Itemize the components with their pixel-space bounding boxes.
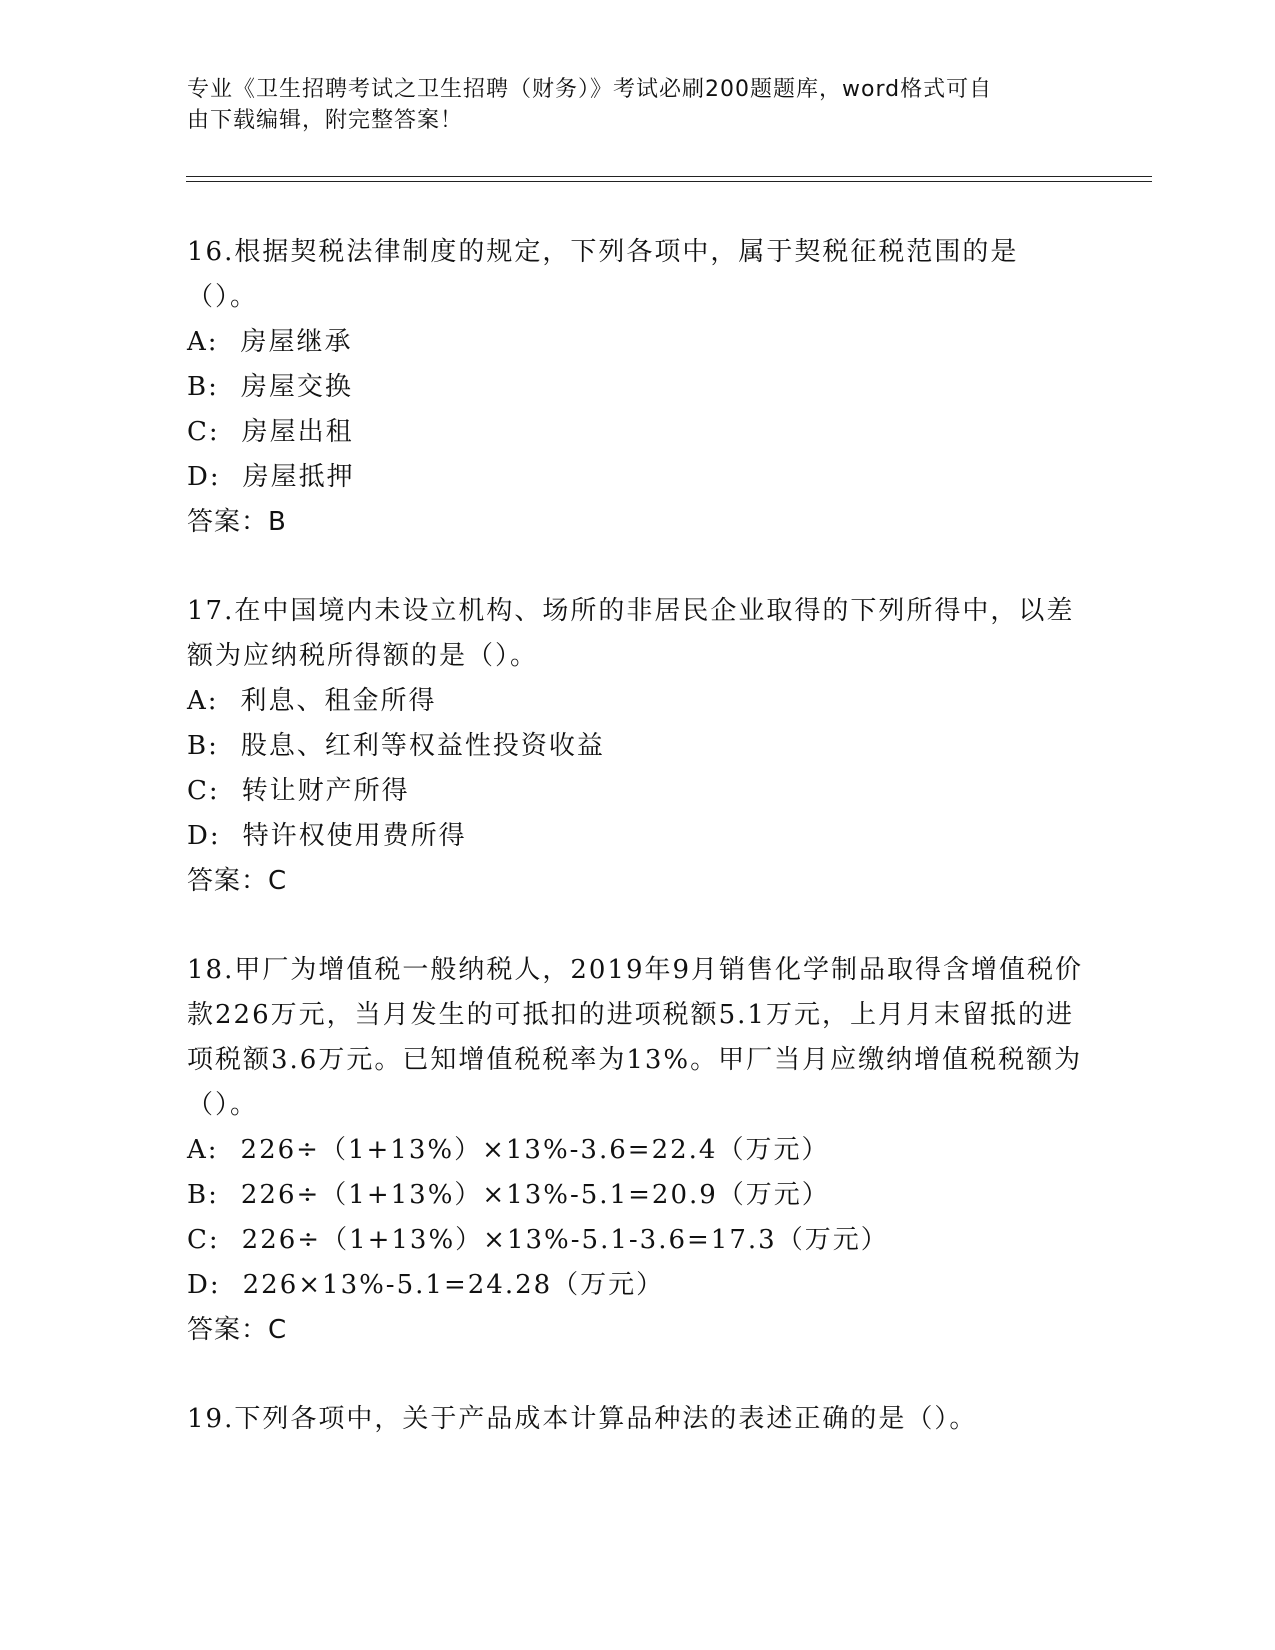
option-a [187,1128,1087,1173]
answer-line: 答案：C [187,1315,288,1345]
option-text: 226÷（1+13%）×13%-5.1=20.9（万元） [240,1180,830,1210]
option-a [187,679,1087,724]
question-18 [187,948,1087,1353]
intro-line-2: 由下载编辑，附完整答案！ [187,108,464,133]
option-b [187,365,1087,410]
question-stem: 18.甲厂为增值税一般纳税人，2019年9月销售化学制品取得含增值税价款226万元，当月发生的可抵扣的进项税额5.1万元，上月月末留抵的进项税额3.6万元。已知增值税税率为13%。甲厂当月应缴纳增值税税额为（）。 [187,955,1084,1120]
option-text: 房屋出租 [241,417,354,447]
option-d [187,814,1087,859]
question-stem: 16.根据契税法律制度的规定，下列各项中，属于契税征税范围的是（）。 [187,237,1019,312]
option-d [187,1263,1087,1308]
option-c [187,769,1087,814]
option-key: D: [187,1270,221,1300]
option-key: D: [187,821,221,851]
option-key: A: [187,686,219,716]
question-17 [187,589,1087,904]
option-key: C: [187,1225,220,1255]
option-text: 房屋抵押 [242,462,355,492]
option-key: A: [187,1135,219,1165]
option-key: D: [187,462,221,492]
option-b [187,724,1087,769]
option-text: 226÷（1+13%）×13%-5.1-3.6=17.3（万元） [241,1225,889,1255]
option-text: 转让财产所得 [241,776,410,806]
option-d [187,455,1087,500]
question-list [187,230,1087,1486]
document-intro [187,74,1067,136]
option-key: B: [187,731,219,761]
option-text: 226×13%-5.1=24.28（万元） [242,1270,665,1300]
question-19 [187,1397,1087,1442]
question-16 [187,230,1087,545]
header-divider [186,176,1152,182]
answer-line: 答案：C [187,866,288,896]
option-text: 226÷（1+13%）×13%-3.6=22.4（万元） [240,1135,830,1165]
option-key: A: [187,327,219,357]
option-text: 股息、红利等权益性投资收益 [240,731,605,761]
answer-line: 答案：B [187,507,287,537]
option-b [187,1173,1087,1218]
option-text: 房屋交换 [240,372,353,402]
option-key: C: [187,776,220,806]
question-stem: 19.下列各项中，关于产品成本计算品种法的表述正确的是（）。 [187,1404,978,1434]
option-text: 利息、租金所得 [240,686,437,716]
intro-line-1: 专业《卫生招聘考试之卫生招聘（财务）》考试必刷200题题库，word格式可自 [187,77,993,102]
option-a [187,320,1087,365]
option-c [187,410,1087,455]
option-key: B: [187,1180,219,1210]
option-text: 房屋继承 [240,327,353,357]
option-c [187,1218,1087,1263]
option-text: 特许权使用费所得 [242,821,467,851]
option-key: B: [187,372,219,402]
question-stem: 17.在中国境内未设立机构、场所的非居民企业取得的下列所得中，以差额为应纳税所得额的是（）。 [187,596,1075,671]
option-key: C: [187,417,220,447]
